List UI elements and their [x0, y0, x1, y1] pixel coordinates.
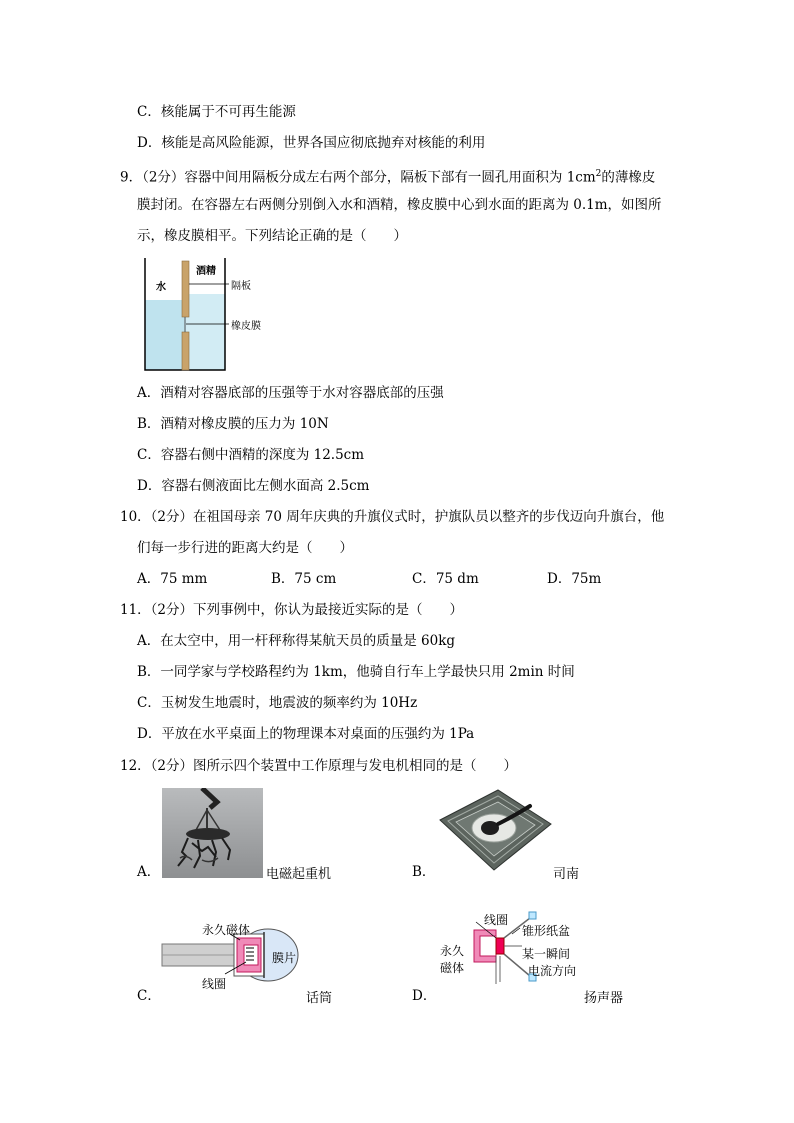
q10-option-a: A．75 mm — [137, 571, 208, 587]
q9-stem-line3: 示，橡皮膜相平。下列结论正确的是（ ） — [137, 228, 407, 244]
q9-container-figure — [142, 256, 272, 374]
q12-option-b-label: B． — [412, 864, 436, 880]
permanent-magnet-label: 永久磁体 — [202, 923, 251, 937]
q12-stem: 12．（2分）图所示四个装置中工作原理与发电机相同的是（ ） — [120, 758, 518, 774]
q8-option-c: C．核能属于不可再生能源 — [137, 104, 296, 120]
q12-option-c-caption: 话筒 — [306, 991, 333, 1006]
q10-option-d: D．75m — [547, 571, 602, 587]
sinan-compass-image — [438, 788, 553, 873]
q10-stem-line1: 10．（2分）在祖国母亲 70 周年庆典的升旗仪式时，护旗队员以整齐的步伐迈向升旗台，他 — [120, 509, 665, 525]
q11-option-b: B．一同学家与学校路程约为 1km，他骑自行车上学最快只用 2min 时间 — [137, 664, 575, 680]
q12-option-c-label: C． — [137, 988, 161, 1004]
q10-option-b: B．75 cm — [271, 571, 337, 587]
q9-stem-line2: 膜封闭。在容器左右两侧分别倒入水和酒精，橡皮膜中心到水面的距离为 0.1m，如图所 — [137, 197, 662, 213]
q11-stem: 11．（2分）下列事例中，你认为最接近实际的是（ ） — [120, 602, 464, 618]
q12-option-a-label: A． — [137, 864, 161, 880]
q9-option-a: A．酒精对容器底部的压强等于水对容器底部的压强 — [137, 385, 444, 401]
q11-option-d: D．平放在水平桌面上的物理课本对桌面的压强约为 1Pa — [137, 726, 475, 742]
microphone-diagram — [160, 918, 310, 998]
diaphragm-label: 膜片 — [272, 951, 297, 965]
q12-option-d-caption: 扬声器 — [584, 991, 624, 1006]
q9-stem-line1: 9．（2分）容器中间用隔板分成左右两个部分，隔板下部有一圆孔用面积为 $1cm^2$的薄橡皮 — [120, 169, 656, 186]
q11-option-c: C．玉树发生地震时，地震波的频率约为 10Hz — [137, 695, 418, 711]
cone-label: 锥形纸盆 — [522, 924, 571, 938]
q10-stem-line2: 们每一步行进的距离大约是（ ） — [137, 540, 353, 556]
alcohol-label: 酒精 — [196, 266, 216, 277]
electromagnetic-crane-photo — [162, 788, 263, 878]
partition-label: 隔板 — [231, 281, 251, 292]
q10-option-c: C．75 dm — [412, 571, 479, 587]
coil-label: 线圈 — [202, 977, 227, 991]
q9-option-c: C．容器右侧中酒精的深度为 12.5cm — [137, 447, 365, 463]
water-label: 水 — [156, 282, 166, 293]
q9-option-b: B．酒精对橡皮膜的压力为 10N — [137, 416, 329, 432]
loudspeaker-diagram — [438, 908, 588, 1000]
speaker-coil-label: 线圈 — [484, 913, 509, 927]
q12-option-d-label: D． — [412, 988, 437, 1004]
moment-label: 某一瞬间 — [522, 947, 571, 961]
q12-option-a-caption: 电磁起重机 — [266, 867, 332, 882]
q9-option-d: D．容器右侧液面比左侧水面高 2.5cm — [137, 478, 370, 494]
membrane-label: 橡皮膜 — [231, 321, 261, 332]
speaker-magnet-label-2: 磁体 — [440, 961, 465, 975]
q11-option-a: A．在太空中，用一杆秤称得某航天员的质量是 60kg — [137, 633, 456, 649]
current-direction-label: 电流方向 — [528, 964, 577, 978]
q12-option-b-caption: 司南 — [553, 867, 580, 882]
speaker-magnet-label-1: 永久 — [440, 944, 465, 958]
q8-option-d: D．核能是高风险能源，世界各国应彻底抛弃对核能的利用 — [137, 135, 486, 151]
